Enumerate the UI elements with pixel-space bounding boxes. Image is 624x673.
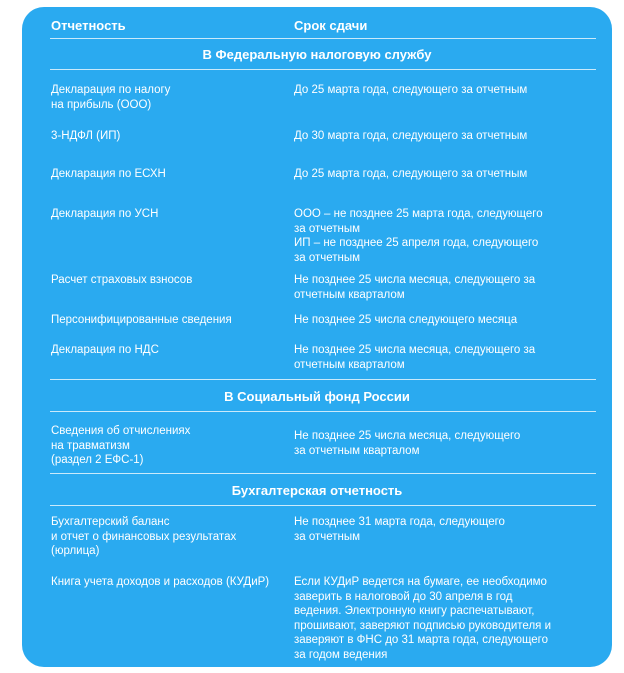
row-report: Сведения об отчислениях на травматизм (раздел 2 ЕФС-1)	[51, 425, 191, 466]
column-header-deadline: Срок сдачи	[294, 18, 368, 33]
row-report: Декларация по НДС	[51, 344, 159, 356]
divider	[50, 473, 596, 474]
row-report: Персонифицированные сведения	[51, 314, 232, 326]
row-deadline: Не позднее 25 числа месяца, следующего за отчетным кварталом	[294, 430, 521, 457]
row-report: Бухгалтерский баланс и отчет о финансовых результатах (юрлица)	[51, 516, 237, 557]
row-deadline: Если КУДиР ведется на бумаге, ее необходимо заверить в налоговой до 30 апреля в год ведения. Электронную книгу распечатывают, прошивают, заверяют подписью руководителя и заверяют в ФНС до 31 марта года, следующего за годом ведения	[294, 576, 552, 661]
row-report: Книга учета доходов и расходов (КУДиР)	[51, 576, 270, 588]
divider	[50, 69, 596, 70]
section-title-sfr: В Социальный фонд России	[224, 389, 410, 404]
section-title-fns: В Федеральную налоговую службу	[202, 47, 432, 62]
row-deadline: До 30 марта года, следующего за отчетным	[294, 130, 528, 142]
row-deadline: До 25 марта года, следующего за отчетным	[294, 84, 528, 96]
section-title-accounting: Бухгалтерская отчетность	[231, 483, 403, 498]
row-report: Декларация по налогу на прибыль (ООО)	[51, 84, 171, 111]
divider	[50, 411, 596, 412]
row-report: 3-НДФЛ (ИП)	[51, 130, 121, 142]
row-report: Расчет страховых взносов	[51, 274, 193, 286]
row-deadline: Не позднее 25 числа следующего месяца	[294, 314, 518, 326]
row-report: Декларация по УСН	[51, 208, 159, 220]
divider	[50, 38, 596, 39]
column-header-report: Отчетность	[51, 18, 126, 33]
row-deadline: До 25 марта года, следующего за отчетным	[294, 168, 528, 180]
row-deadline: Не позднее 31 марта года, следующего за отчетным	[294, 516, 505, 543]
divider	[50, 505, 596, 506]
row-deadline: Не позднее 25 числа месяца, следующего за отчетным кварталом	[294, 274, 536, 301]
divider	[50, 379, 596, 380]
row-report: Декларация по ЕСХН	[51, 168, 166, 180]
reporting-table	[22, 7, 612, 667]
row-deadline: ООО – не позднее 25 марта года, следующего за отчетным ИП – не позднее 25 апреля года, следующего за отчетным	[294, 208, 543, 264]
row-deadline: Не позднее 25 числа месяца, следующего за отчетным кварталом	[294, 344, 536, 371]
